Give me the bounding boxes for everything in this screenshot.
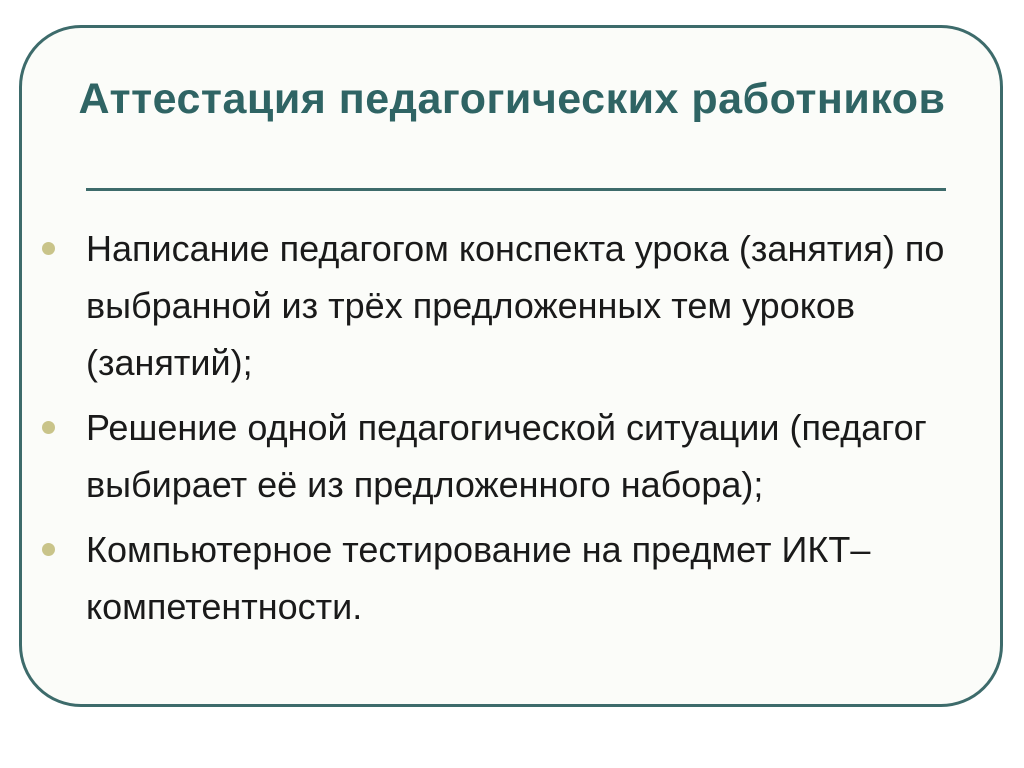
bullet-item-1 (42, 220, 962, 391)
bullet-item-2 (42, 399, 962, 513)
bullet-dot-icon (42, 242, 55, 255)
bullet-text: Решение одной педагогической ситуации (педагог выбирает её из предложенного набора); (86, 407, 927, 505)
bullet-text: Написание педагогом конспекта урока (занятия) по выбранной из трёх предложенных тем уроков (занятий); (86, 228, 945, 383)
bullet-dot-icon (42, 543, 55, 556)
bullet-item-3 (42, 521, 962, 635)
slide-title: Аттестация педагогических работников (78, 75, 946, 123)
title-divider (86, 188, 946, 191)
bullet-dot-icon (42, 421, 55, 434)
bullet-list (42, 220, 962, 643)
bullet-text: Компьютерное тестирование на предмет ИКТ–компетентности. (86, 529, 871, 627)
